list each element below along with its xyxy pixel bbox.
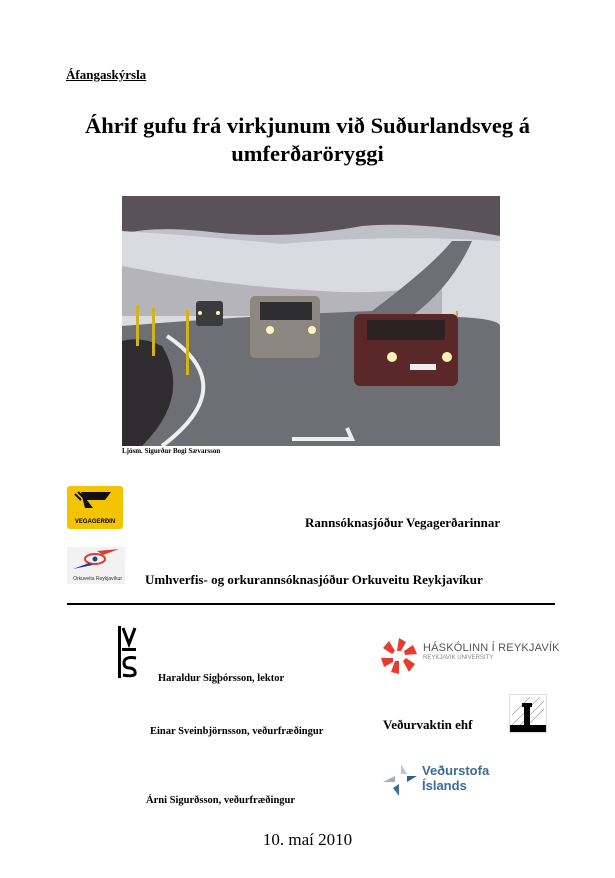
road-photo-icon xyxy=(122,196,500,446)
divider xyxy=(67,603,555,605)
page-title: Áhrif gufu frá virkjunum við Suðurlandsveg á umferðaröryggi xyxy=(84,113,531,166)
author-name: Árni Sigurðsson, veðurfræðingur xyxy=(146,795,296,806)
vedurstofa-wordmark: Veðurstofa Íslands xyxy=(422,763,490,793)
hr-wordmark: HÁSKÓLINN Í REYKJAVÍK REYKJAVIK UNIVERSITY xyxy=(423,642,560,661)
photo-caption: Ljósm. Sigurður Bogi Sævarsson xyxy=(122,447,221,455)
orkuveita-logo: Orkuveita Reykjavíkur xyxy=(67,547,125,584)
lighthouse-icon xyxy=(510,695,546,732)
vhi-emblem-icon xyxy=(118,626,140,678)
vegagerdin-logo: VEGAGERÐIN xyxy=(67,486,123,529)
vhi-logo xyxy=(118,626,140,678)
funder-vegagerdin: Rannsóknasjóður Vegagerðarinnar xyxy=(305,515,501,530)
vedurstofa-logo xyxy=(383,762,417,798)
vedurvaktin-logo xyxy=(509,694,547,733)
author-name: Einar Sveinbjörnsson, veðurfræðingur xyxy=(150,726,324,737)
vegagerdin-emblem-icon xyxy=(67,486,123,516)
hr-emblem-icon xyxy=(379,636,419,676)
cover-photo xyxy=(122,196,500,446)
hr-logo xyxy=(379,636,419,676)
report-date: 10. maí 2010 xyxy=(262,830,353,849)
author-name: Haraldur Sigþórsson, lektor xyxy=(158,673,285,684)
funder-orkuveita: Umhverfis- og orkurannsóknasjóður Orkuveitu Reykjavíkur xyxy=(145,572,483,587)
orkuveita-emblem-icon xyxy=(67,547,125,571)
vedurvaktin-name: Veðurvaktin ehf xyxy=(383,717,473,732)
vedurstofa-emblem-icon xyxy=(383,762,417,798)
report-type-label: Áfangaskýrsla xyxy=(66,67,147,82)
